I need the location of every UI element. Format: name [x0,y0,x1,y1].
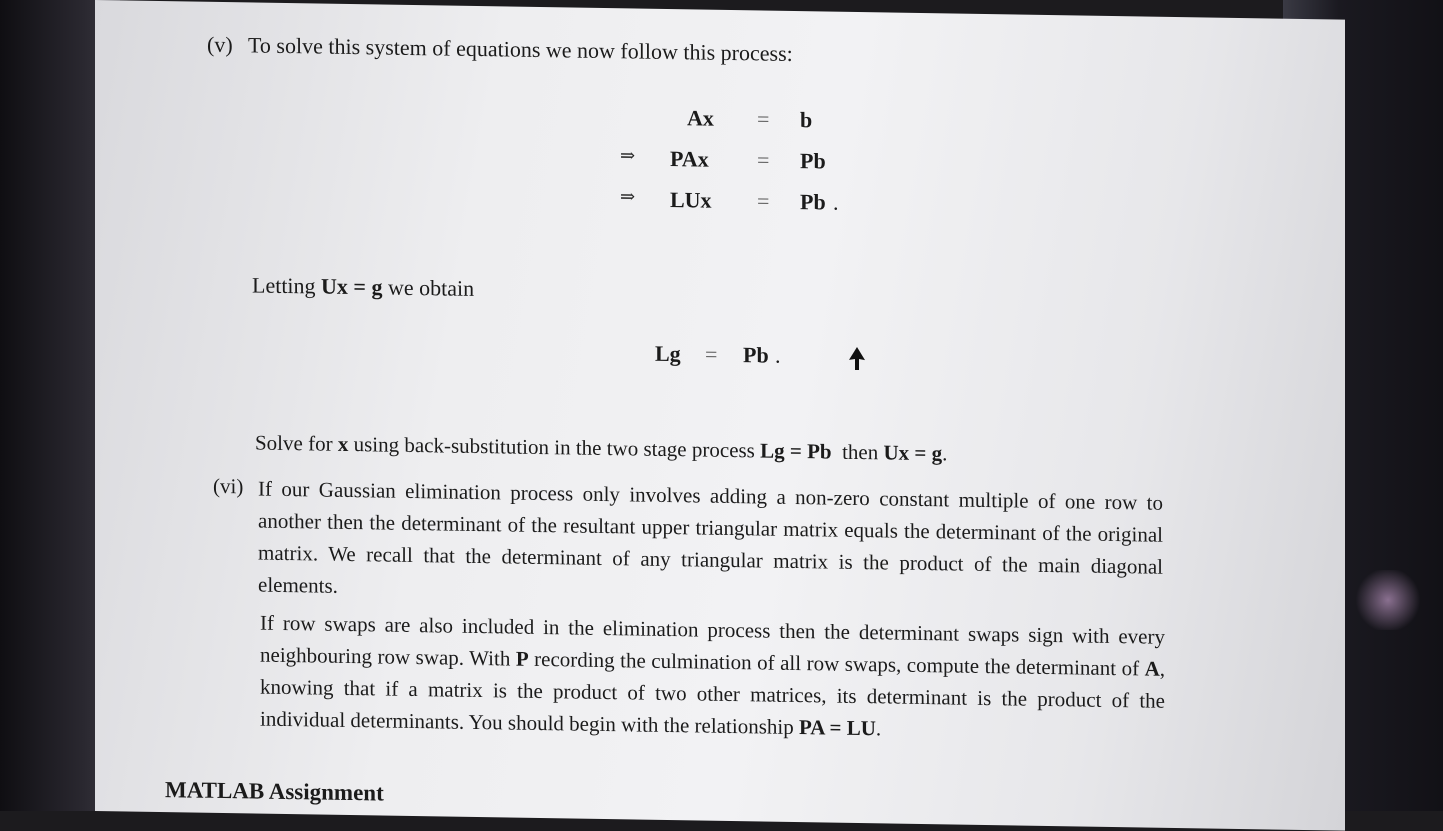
solve-ux-eq: Ux = g [883,440,943,466]
p2-P: P [515,646,529,671]
letting-pre: Letting [252,272,322,299]
letting-expr: Ux = g [321,273,383,300]
p2-t3: , knowing that if a matrix is the product of two other matrices, its determinant is the product of the individual determinants. You should begin with the relationship [260,656,1165,740]
solve-lg-eq: Lg = Pb [760,438,832,464]
document-page [95,0,1345,831]
solve-t1: Solve for [255,430,338,456]
lg-lhs: Lg [655,340,681,367]
lg-end: . [775,342,781,368]
eq1-rhs: b [800,107,813,133]
eq3-rel: = [757,188,770,214]
equation-block [615,104,915,229]
eq1-lhs: Ax [687,105,714,131]
implies-arrow-2: ⇒ [620,186,636,207]
p2-t4: . [875,716,882,741]
lg-rhs: Pb [743,342,769,368]
lg-equation [655,341,855,384]
p2-pa-lu: PA = LU [798,715,876,741]
item-v-intro: To solve this system of equations we now follow this process: [248,32,793,66]
item-vi-marker: (vi) [213,473,244,499]
p2-t2: recording the culmination of all row swaps, compute the determinant of [528,646,1145,681]
solve-x: x [337,431,349,456]
letting-line [252,272,474,301]
eq2-lhs: PAx [670,146,709,172]
eq3-end: . [833,189,839,215]
solve-t4: . [942,441,948,466]
solve-t2: using back-substitution in the two stage process [348,431,761,463]
item-vi-paragraph-2 [260,607,1165,749]
solve-t3: then [831,439,884,465]
light-glare [1353,570,1423,630]
p2-t1: If row swaps are also included in the elimination process then the determinant swaps sign with every neighbouring row swap. With [260,610,1165,671]
lg-rel: = [705,341,718,367]
solve-line [255,431,947,467]
item-v-marker: (v) [207,31,233,58]
eq2-rel: = [757,147,770,173]
eq1-rel: = [757,106,770,132]
matlab-assignment-heading: MATLAB Assignment [165,777,384,806]
p2-A: A [1144,656,1160,681]
eq3-lhs: LUx [670,187,712,213]
implies-arrow-1: ⇒ [620,145,636,166]
item-vi-paragraph-1: If our Gaussian elimination process only involves adding a non-zero constant multiple of one row to another then the determinant of the resultant upper triangular matrix equals the determinant of the original matrix. We recall that the determinant of any triangular matrix is the product of the main diagonal elements. [258,476,1163,598]
letting-post: we obtain [382,274,475,301]
mouse-pointer-icon [847,346,867,372]
eq2-rhs: Pb [800,148,826,174]
eq3-rhs: Pb [800,189,826,215]
